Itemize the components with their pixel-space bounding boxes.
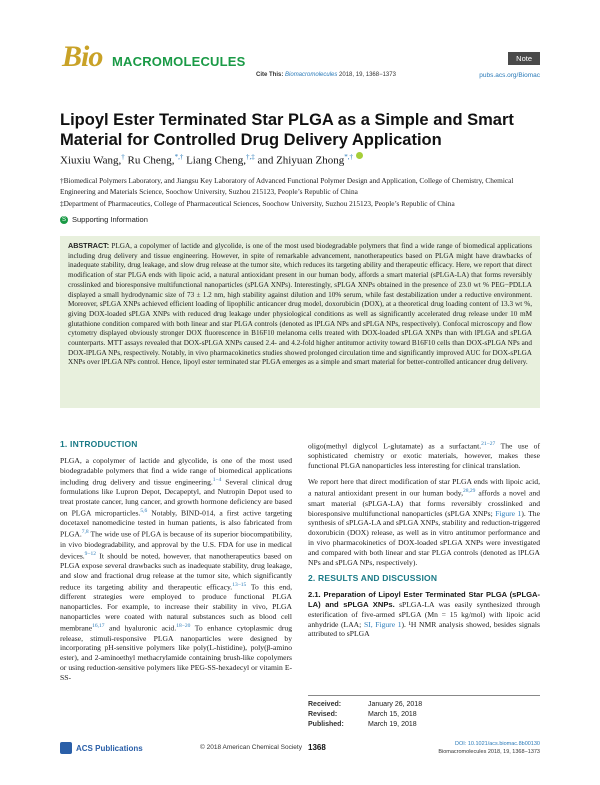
author-name[interactable]: Ru Cheng, (124, 154, 175, 167)
publisher-label: ACS Publications (76, 743, 143, 753)
reference-link[interactable]: 21−27 (481, 441, 496, 447)
supporting-info-link[interactable] (60, 215, 148, 224)
abstract-label: ABSTRACT: (68, 241, 110, 250)
figure-link[interactable]: Figure 1 (495, 508, 522, 518)
supporting-info-icon: S (61, 216, 66, 223)
right-column (308, 440, 540, 645)
orcid-icon[interactable] (356, 152, 363, 159)
author-list (60, 152, 540, 167)
article-type-badge: Note (508, 52, 540, 65)
page-footer (60, 740, 540, 760)
body-paragraph: 2.1. Preparation of Lipoyl Ester Terminated Star PLGA (sPLGA-LA) and sPLGA XNPs. sPLGA-LA was easily synthesized through esterification of five-armed sPLGA (Mn = 15 kg/mol) with lipoic acid anhydride (LAA; SI, Figure 1). ¹H NMR analysis showed, besides signals attributed to sPLGA (308, 589, 540, 639)
page-number: 1368 (308, 743, 326, 752)
acs-publications-logo[interactable] (60, 742, 143, 754)
reference-link[interactable]: 7,8 (81, 529, 89, 536)
citation-journal-link[interactable]: Biomacromolecules (285, 72, 338, 78)
section-heading-results: 2. RESULTS AND DISCUSSION (308, 572, 438, 583)
journal-logo[interactable] (60, 38, 250, 82)
reference-link[interactable]: 9−12 (84, 550, 97, 557)
affiliation-2: ‡Department of Pharmaceutics, College of Pharmaceutical Sciences, Soochow University, Suzhou 215123, People’s Republic of China (60, 199, 455, 208)
subsection-heading: 2.1. Preparation of Lipoyl Ester Terminated Star PLGA (sPLGA-LA) and sPLGA XNPs. (308, 589, 540, 609)
citation-line: Cite This: Biomacromolecules 2018, 19, 1368−1373 (256, 72, 396, 78)
author-name[interactable]: and Zhiyuan Zhong (254, 154, 345, 167)
journal-url-link[interactable]: pubs.acs.org/Biomac (479, 72, 540, 79)
logo-bio-text: Bio (62, 40, 103, 73)
reference-link[interactable]: 16,17 (92, 623, 105, 630)
journal-header (60, 38, 540, 82)
affiliation-1: †Biomedical Polymers Laboratory, and Jiangsu Key Laboratory of Advanced Functional Polymer Design and Application, College of Chemistry, Chemical Engineering and Materials Science, Soochow University, Suzhou 215123, People’s Republic of China (60, 176, 514, 196)
section-heading-introduction: 1. INTRODUCTION (60, 439, 138, 449)
publication-dates (308, 695, 540, 730)
body-paragraph: We report here that direct modification of star PLGA ends with lipoic acid, a natural antioxidant present in our human body,$^{28,29}$ affords a novel and smart material (sPLGA-LA) that forms reversibly crosslinked and bioresponsive multifunctional nanoparticles (sPLGA XNPs; Figure 1). The synthesis of sPLGA-LA and sPLGA XNPs, stability and reduction-triggered doxorubicin (DOX) release, as well as in vitro antitumor performance and in vivo pharmacokinetics of DOX-loaded sPLGA XNPs were investigated and compared with both linear and star PLGA controls (denoted as lPLGA NPs and sPLGA NPs, respectively). (308, 477, 541, 568)
journal-citation: Biomacromolecules 2018, 19, 1368−1373 (438, 749, 540, 755)
si-figure-link[interactable]: SI, Figure 1 (363, 619, 402, 629)
article-title: Lipoyl Ester Terminated Star PLGA as a Simple and Smart Material for Controlled Drug Delivery Application (60, 111, 514, 149)
reference-link[interactable]: 28,29 (462, 488, 476, 495)
reference-link[interactable]: 5,6 (140, 507, 148, 514)
reference-link[interactable]: 13−15 (232, 581, 247, 588)
author-name[interactable]: Liang Cheng, (183, 154, 246, 167)
author-affil-mark: † (121, 153, 125, 161)
date-row-published: Published: March 19, 2018 (308, 721, 417, 728)
supporting-info-label: Supporting Information (72, 215, 148, 224)
date-row-received: Received: January 26, 2018 (308, 701, 423, 708)
logo-macromolecules-text: MACROMOLECULES (112, 54, 246, 69)
abstract-box (60, 236, 540, 408)
abstract-text: PLGA, a copolymer of lactide and glycolide, is one of the most used biodegradable polymers that find a wide range of biomedical applications including drug delivery and tissue engineering. However, in spite of remarkable advancement, nanotherapeutics based on PLGA might have drawbacks of inadequate stability, drug leakage, and slow drug release at the tumor site, which reduces its targeting ability and therapeutic efficacy. Here, we report that direct modification of star PLGA ends with lipoic acid, a natural antioxidant present in our human body, affords a smart material (sPLGA-LA) that forms reversibly crosslinked and bioresponsive multifunctional nanoparticles (sPLGA XNPs). Interestingly, sPLGA XNPs obtained in the presence of 23.0 wt % PEG−PDLLA displayed a small hydrodynamic size of 73 ± 1.2 nm, high stability against dilution and 10% serum, while fast destabilization under a reductive environment. Moreover, sPLGA XNPs achieved efficient loading of lipophilic anticancer drug model, doxorubicin (DOX), at a theoretical drug loading content of 13.3 wt %, giving DOX-loaded sPLGA XNPs with reduced drug leakage under physiological conditions as well as significantly accelerated drug release under 10 mM glutathione condition compared with both linear and star PLGA controls (denoted as lPLGA NPs and sPLGA NPs, respectively). Confocal microscopy and flow cytometry displayed obviously stronger DOX fluorescence in B16F10 melanoma cells treated with DOX-loaded sPLGA XNPs than with lPLGA and sPLGA counterparts. MTT assays revealed that DOX-sPLGA XNPs caused 2.4- and 4.2-fold higher antitumor activity toward B16F10 cells than DOX-sPLGA NPs and DOX-lPLGA NPs, respectively. Notably, in vivo pharmacokinetics studies showed prolonged circulation time and significantly improved AUC for DOX-sPLGA XNPs over lPLGA NPs control. Hence, lipoyl ester terminated star PLGA emerges as a simple and smart material for better-controlled anticancer drug delivery. (68, 242, 532, 367)
acs-icon (60, 742, 72, 754)
author-affil-mark: †,‡ (245, 153, 255, 161)
left-column (60, 440, 292, 689)
author-name[interactable]: Xiuxiu Wang, (60, 154, 122, 167)
doi-link[interactable]: DOI: 10.1021/acs.biomac.8b00130 (454, 741, 540, 747)
copyright-notice: © 2018 American Chemical Society (200, 744, 302, 751)
date-row-revised: Revised: March 15, 2018 (308, 711, 417, 718)
reference-link[interactable]: 1−4 (212, 476, 222, 483)
body-paragraph: oligo(methyl diglycol L-glutamate) as a surfactant.$^{21-27}$ The use of sophisticated chemistry or exotic materials, however, makes these functional PLGA nanoparticles less interesting for clinical translation. (308, 441, 541, 471)
doi-block (438, 740, 540, 756)
author-affil-mark: *,† (344, 153, 353, 161)
reference-link[interactable]: 18−20 (176, 623, 191, 630)
author-affil-mark: *,† (174, 153, 184, 161)
intro-paragraph: PLGA, a copolymer of lactide and glycolide, is one of the most used biodegradable polymers that find a wide range of biomedical applications including drug delivery and tissue engineering.$^{1-4}$ Several clinical drug formulations like Lupron Depot, Decapeptyl, and Nutropin Depot used to treat prostate cancer, lung cancer, and growth hormone deficiency are based on PLGA microparticles.$^{5,6}$ Notably, BIND-014, a first active targeting docetaxel nanomedicine tested in human patients, is also fabricated from PLGA.$^{7,8}$ The wide use of PLGA is because of its superior biocompatibility, in vivo biodegradability, and approval by the U.S. FDA for use in medical devices.$^{9-12}$ It should be noted, however, that nanotherapeutics based on PLGA expose several drawbacks such as inadequate stability, drug leakage, and slow and fractional drug release at the tumor site, which significantly reduce its targeting ability and therapeutic efficacy.$^{13-15}$ To this end, different strategies were employed to produce functional PLGA nanoparticles. For example, to increase their stability in vivo, PLGA nanoparticles were coated with natural substances such as blood cell membrane$^{16,17}$ and hyaluronic acid.$^{18-20}$ To enhance cytoplasmic drug release, stimuli-responsive PLGA nanoparticles were designed by incorporating pH-sensitive polymers like poly(L-histidine), poly(β-amino ester), and 2-aminoethyl methacrylamide containing brush-like copolymers or using reduction-sensitive polymers like PEG-SS-hexadecyl or vitamin E-SS- (60, 455, 292, 683)
